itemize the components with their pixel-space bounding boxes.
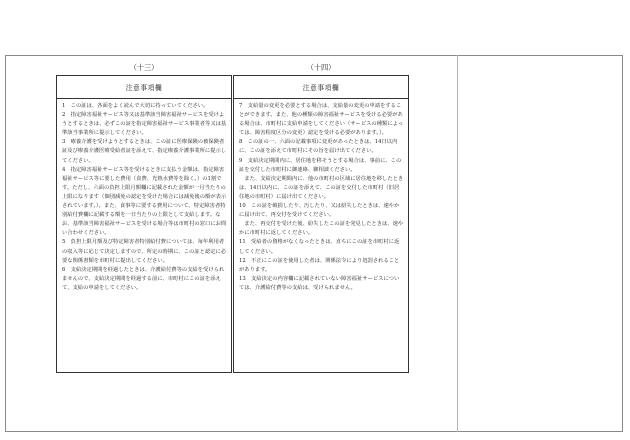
- note-item-8: 8 この証の一、六面の記載事項に変更があったときは、14日以内に、この証を添えて市町村にその旨を届け出てください。: [239, 139, 398, 155]
- notes-list-14: [234, 99, 408, 293]
- note-item-6: 6 支給決定期間を経過したときは、介護給付費等の支給を受けられませんので、支給決定期間を経過する前に、市町村にこの証を添えて、支給の申請をしてください。: [62, 266, 225, 291]
- page-fold-line: [457, 55, 458, 432]
- note-item-12: 12 不正にこの証を使用した者は、関係法令により処罰されることがあります。: [239, 257, 400, 273]
- note-item-11: 11 受給者の資格がなくなったときは、直ちにこの証を市町村に返してください。: [239, 239, 400, 255]
- notes-panel-14: [233, 75, 409, 373]
- note-item-1: 1 この証は、各面をよく読んで大切に持っていてください。: [62, 103, 209, 109]
- page-number-14: （十四）: [306, 63, 336, 72]
- note-item-10: 10 この証を破損したり、汚したり、又は紛失したときは、速やかに届け出て、再交付を受けてください。: [239, 203, 400, 219]
- page-number-13: （十三）: [129, 63, 159, 72]
- note-item-3: 3 療養介護を受けようとするときは、この証に医療保険の被保険者証及び療養介護医療受給者証を添えて、指定療養介護事業所に提示してください。: [62, 139, 227, 164]
- note-item-5: 5 負担上限月額及び特定障害者特別給付費については、毎年利用者の収入等に応じて決定しますので、所定の時期に、この証と認定に必要な関係書類を市町村に提出してください。: [62, 239, 227, 264]
- panel-heading-13: 注意事項欄: [57, 76, 231, 99]
- notes-panel-13: [56, 75, 232, 373]
- notes-list-13: [57, 99, 231, 293]
- panel-heading-14: 注意事項欄: [234, 76, 408, 99]
- note-item-10-supplement: また、再交付を受けた後、紛失したこの証を発見したときは、速やかに市町村に返してください。: [239, 221, 404, 237]
- note-item-9: 9 支給決定期間内に、居住地を移そうとする場合は、事前に、この証を交付した市町村に御連絡、御相談ください。: [239, 157, 402, 173]
- note-item-2: 2 指定障害福祉サービス等又は基準該当障害福祉サービスを受けようとするときは、必ずこの証を指定障害福祉サービス事業者等又は基準該当事業所に提示してください。: [62, 112, 227, 137]
- note-item-9-supplement: また、支給決定期間内に、他の市町村の区域に居住地を移したときは、14日以内に、この証を添えて、この証を交付した市町村（旧居住地の市町村）に届け出てください。: [239, 175, 404, 200]
- note-item-4: 4 指定障害福祉サービス等を受けるときに支払う金額は、指定障害福祉サービス等に要した費用（食費、光熱水費等を除く。）の1割です。ただし、六面の負担上限月額欄に記載された金額が一月当たりの上限になります（個別減免の認定を受けた場合には減免後の額が表示されています。）。また、食事等に要する費用について、特定障害者特別給付費欄に記載する額を一日当たりの上限として支給します。なお、基準該当障害福祉サービスを受ける場合等は市町村の窓口にお問い合わせください。: [62, 166, 227, 237]
- note-item-13: 13 支給決定の内容欄に記載されていない障害福祉サービスについては、介護給付費等の支給は、受けられません。: [239, 275, 400, 291]
- note-item-7: 7 支給量の変更を必要とする場合は、支給量の変更の申請をすることができます。また、他の種類の障害福祉サービスを受ける必要がある場合は、市町村に支給申請をしてください（サービスの種類によっては、障害程度区分の変更）認定を受ける必要があります。）。: [239, 103, 404, 137]
